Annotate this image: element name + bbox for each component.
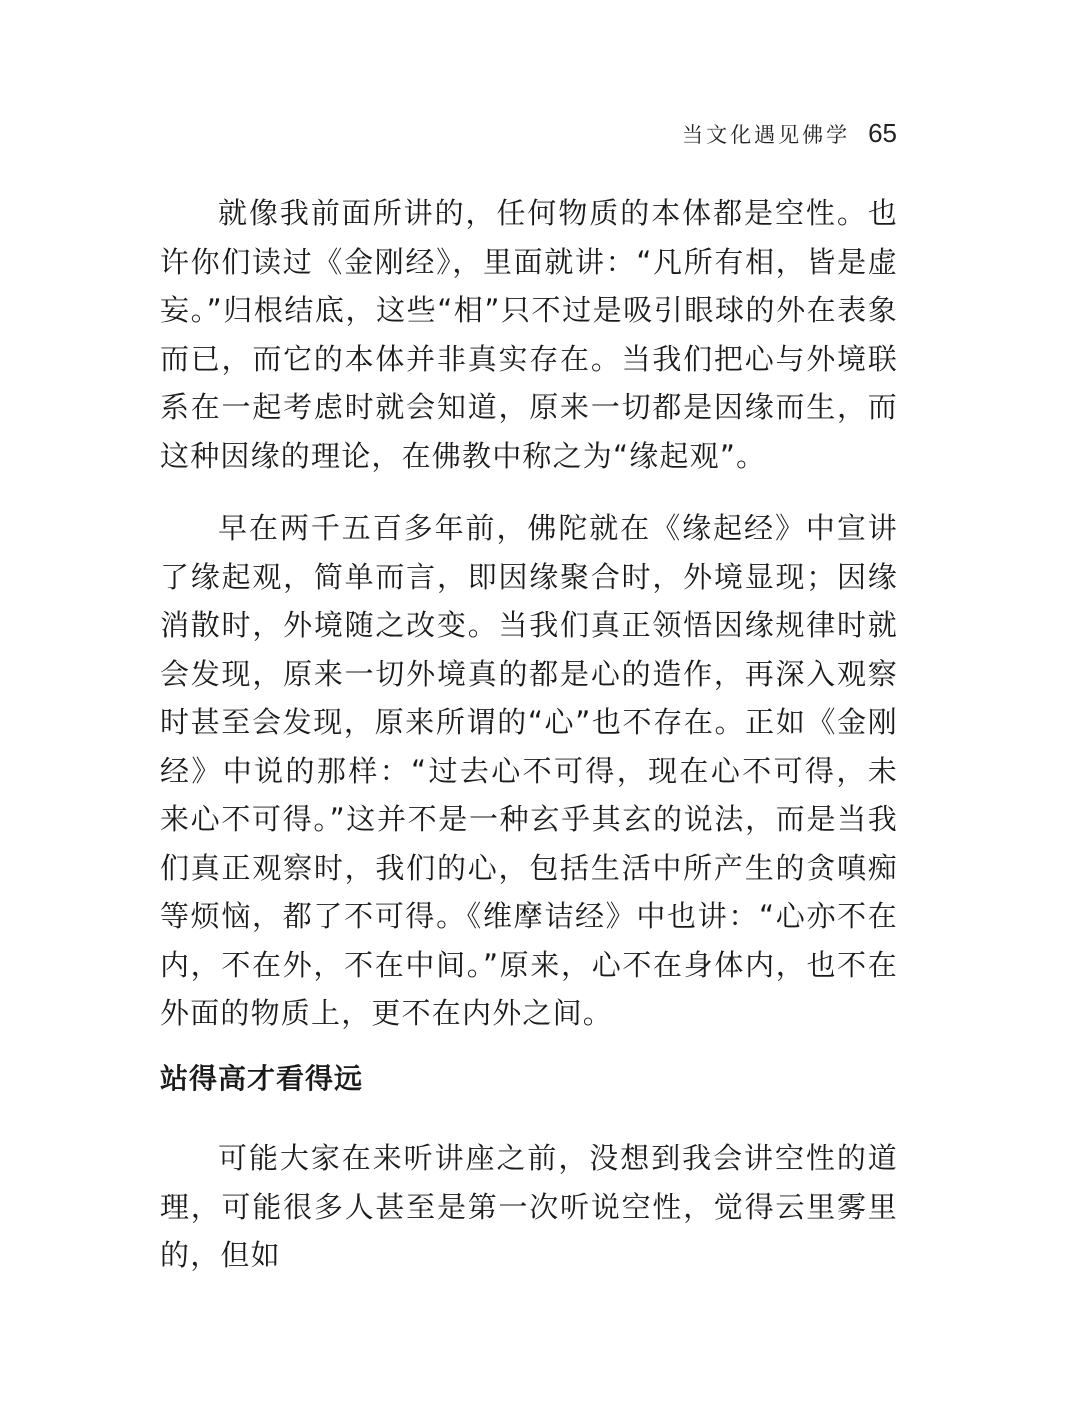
paragraph-block-2 [160, 504, 898, 1038]
paragraph: 早在两千五百多年前，佛陀就在《缘起经》中宣讲了缘起观，简单而言，即因缘聚合时，外境显现；因缘消散时，外境随之改变。当我们真正领悟因缘规律时就会发现，原来一切外境真的都是心的造作，再深入观察时甚至会发现，原来所谓的“心”也不存在。正如《金刚经》中说的那样：“过去心不可得，现在心不可得，未来心不可得。”这并不是一种玄乎其玄的说法，而是当我们真正观察时，我们的心，包括生活中所产生的贪嗔痴等烦恼，都了不可得。《维摩诘经》中也讲：“心亦不在内，不在外，不在中间。”原来，心不在身体内，也不在外面的物质上，更不在内外之间。 [160, 511, 898, 1030]
paragraph: 就像我前面所讲的，任何物质的本体都是空性。也许你们读过《金刚经》，里面就讲：“凡所有相，皆是虚妄。”归根结底，这些“相”只不过是吸引眼球的外在表象而已，而它的本体并非真实存在。当我们把心与外境联系在一起考虑时就会知道，原来一切都是因缘而生，而这种因缘的理论，在佛教中称之为“缘起观”。 [160, 196, 898, 473]
running-header [682, 118, 897, 149]
section-heading: 站得高才看得远 [160, 1062, 364, 1095]
paragraph-block-3 [160, 1134, 898, 1280]
running-header-title: 当文化遇见佛学 [682, 123, 851, 147]
paragraph: 可能大家在来听讲座之前，没想到我会讲空性的道理，可能很多人甚至是第一次听说空性，觉得云里雾里的，但如 [160, 1141, 898, 1272]
paragraph-block-1 [160, 189, 898, 480]
page-number: 65 [868, 118, 897, 148]
